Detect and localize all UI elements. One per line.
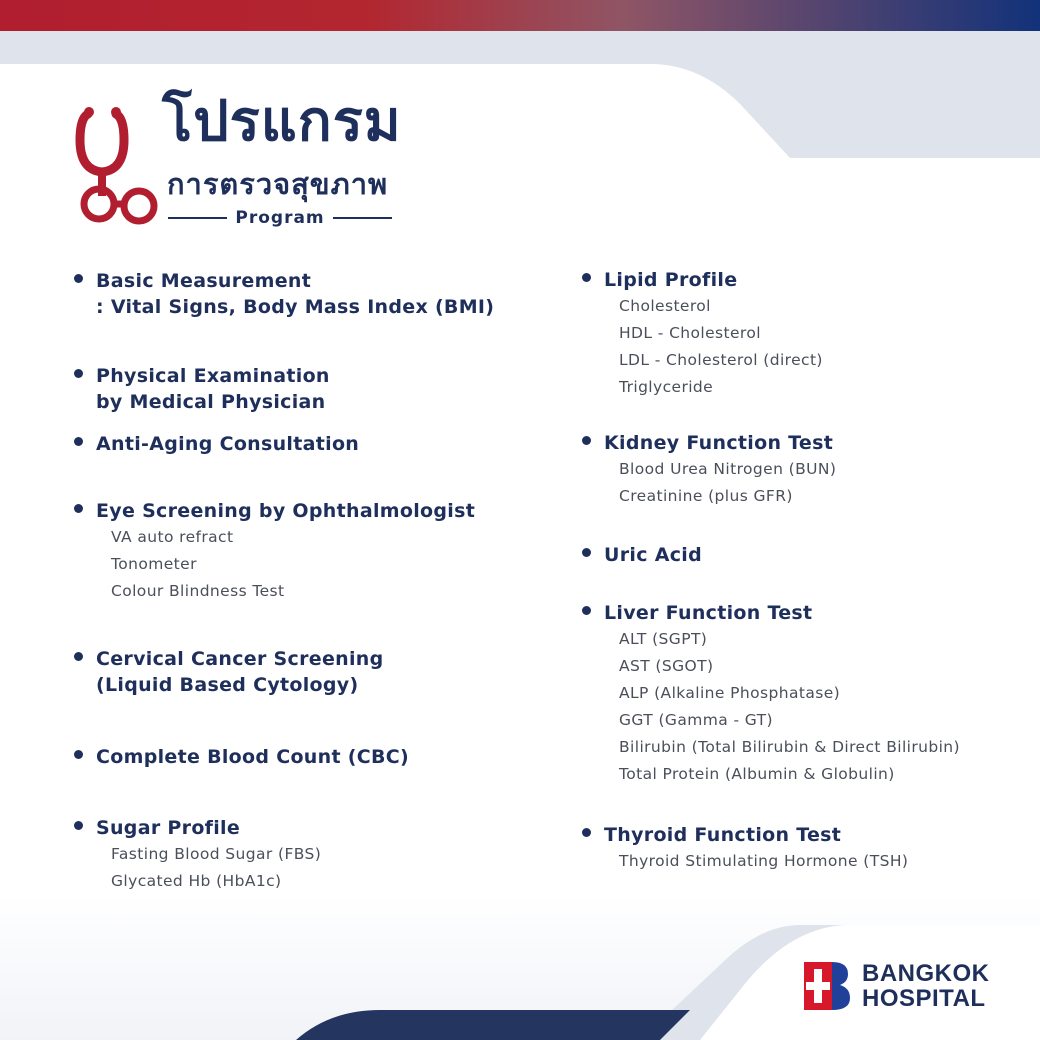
item-subtest: GGT (Gamma - GT)	[619, 711, 773, 729]
item-title: Basic Measurement : Vital Signs, Body Mass Index (BMI)	[96, 270, 495, 318]
list-item	[74, 268, 494, 320]
item-subtest: Thyroid Stimulating Hormone (TSH)	[619, 852, 909, 870]
list-item	[74, 815, 321, 895]
item-title: Eye Screening by Ophthalmologist	[96, 500, 476, 522]
bullet-icon	[74, 750, 83, 759]
list-item	[582, 267, 823, 401]
list-item	[582, 542, 702, 568]
program-label: Program	[235, 208, 325, 228]
bullet-icon	[582, 828, 591, 837]
bullet-icon	[74, 504, 83, 513]
list-item	[582, 822, 908, 875]
item-subtest: ALT (SGPT)	[619, 630, 708, 648]
logo-line-1: BANGKOK	[862, 960, 990, 987]
stethoscope-icon	[72, 100, 162, 230]
item-subtest: Colour Blindness Test	[111, 582, 285, 600]
logo-line-2: HOSPITAL	[862, 985, 986, 1012]
item-subtest: Fasting Blood Sugar (FBS)	[111, 845, 322, 863]
item-subtest: Bilirubin (Total Bilirubin & Direct Bilirubin)	[619, 738, 960, 756]
item-title: Kidney Function Test	[604, 432, 834, 454]
item-subtest: Blood Urea Nitrogen (BUN)	[619, 460, 837, 478]
item-title: Complete Blood Count (CBC)	[96, 746, 409, 768]
logo-text	[862, 961, 990, 1011]
item-title: Liver Function Test	[604, 602, 813, 624]
list-item	[582, 430, 836, 510]
item-title: Uric Acid	[604, 544, 702, 566]
bullet-icon	[582, 436, 591, 445]
item-subtest: HDL - Cholesterol	[619, 324, 761, 342]
item-subtest: AST (SGOT)	[619, 657, 714, 675]
item-subtest: Creatinine (plus GFR)	[619, 487, 793, 505]
item-title: Physical Examination by Medical Physician	[96, 365, 330, 413]
bangkok-hospital-logo	[802, 960, 862, 1012]
list-item	[74, 498, 475, 605]
item-title: Cervical Cancer Screening (Liquid Based Cytology)	[96, 648, 384, 696]
item-subtest: VA auto refract	[111, 528, 234, 546]
bullet-icon	[74, 437, 83, 446]
item-subtest: Cholesterol	[619, 297, 711, 315]
item-subtest: Triglyceride	[619, 378, 714, 396]
divider-left	[168, 217, 227, 219]
item-subtest: ALP (Alkaline Phosphatase)	[619, 684, 841, 702]
item-subtest: Glycated Hb (HbA1c)	[111, 872, 282, 890]
bullet-icon	[74, 652, 83, 661]
list-item	[74, 646, 384, 698]
item-subtest: Tonometer	[111, 555, 197, 573]
bullet-icon	[582, 273, 591, 282]
list-item	[74, 431, 359, 457]
item-title: Thyroid Function Test	[604, 824, 842, 846]
list-item	[74, 744, 409, 770]
program-label-row	[168, 206, 392, 230]
program-title-thai: โปรแกรม	[162, 89, 402, 154]
bullet-icon	[74, 274, 83, 283]
bullet-icon	[582, 548, 591, 557]
item-subtest: Total Protein (Albumin & Globulin)	[619, 765, 895, 783]
item-subtest: LDL - Cholesterol (direct)	[619, 351, 823, 369]
bullet-icon	[582, 606, 591, 615]
item-title: Lipid Profile	[604, 269, 738, 291]
list-item	[74, 363, 330, 415]
item-title: Anti-Aging Consultation	[96, 433, 360, 455]
divider-right	[333, 217, 392, 219]
list-item	[582, 600, 960, 788]
item-title: Sugar Profile	[96, 817, 241, 839]
bullet-icon	[74, 369, 83, 378]
bullet-icon	[74, 821, 83, 830]
program-subtitle-thai: การตรวจสุขภาพ	[167, 167, 389, 201]
